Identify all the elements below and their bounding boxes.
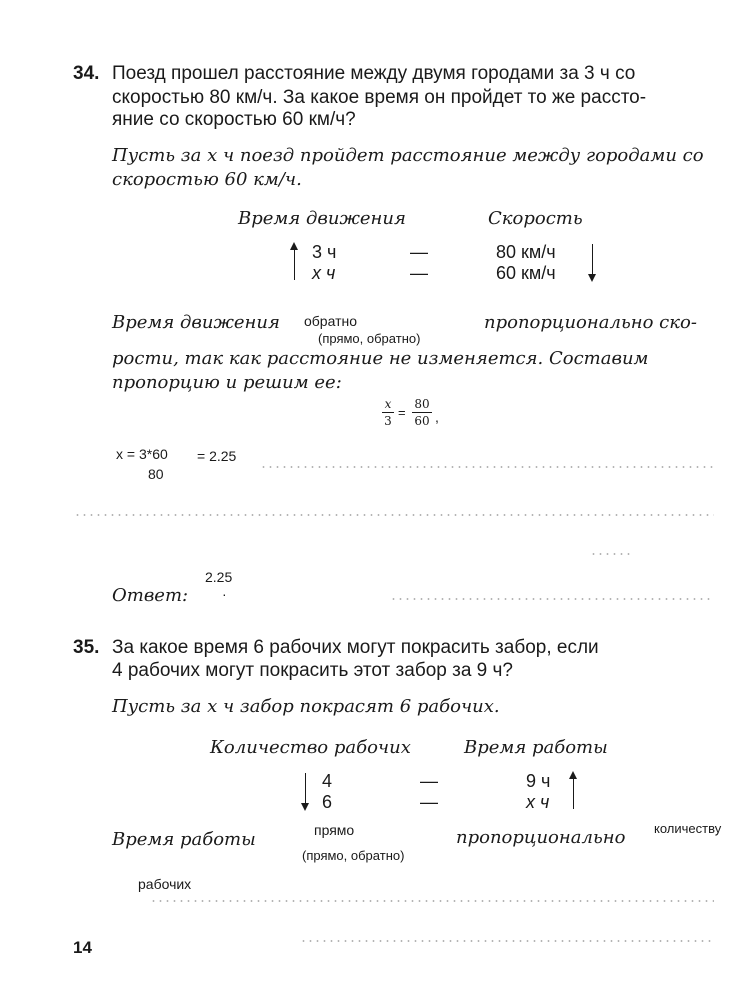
task-34-row-1-left: 3 ч [312, 242, 337, 262]
task-34-let-line-2: скоростью 60 км/ч. [112, 169, 302, 190]
page-number: 14 [73, 938, 92, 957]
proportion-left-fraction [382, 397, 394, 428]
handwritten-result: = 2.25 [197, 448, 237, 464]
task-34-reason-line-1: рости, так как расстояние не изменяется. Составим [112, 348, 649, 369]
task-34-row-1-right: 80 км/ч [496, 242, 556, 262]
task-34-reason-line-2: пропорцию и решим ее: [112, 372, 342, 393]
task-35-number: 35. [73, 637, 100, 658]
proportion-right-fraction [412, 397, 432, 428]
answer-line [390, 598, 714, 600]
task-35-prop-continuation-2: рабочих [138, 876, 192, 892]
task-35-row-2-left: 6 [322, 792, 333, 812]
proportion-comma: , [435, 409, 439, 425]
proportion-right-denominator: 60 [414, 414, 430, 428]
task-34-row-1-dash: — [410, 242, 428, 262]
task-35-prop-continuation: количеству [654, 821, 722, 836]
task-34-prop-label: Время движения [112, 312, 280, 333]
task-35-prop-answer: прямо [314, 822, 355, 838]
task-35-table-header-right: Время работы [464, 737, 608, 758]
arrow-up-icon [294, 244, 295, 280]
task-34-table-header-right: Скорость [488, 208, 583, 229]
answer-label: Ответ: [112, 585, 189, 606]
task-35-row-2-dash: — [420, 792, 438, 812]
writing-line-5 [300, 940, 714, 942]
task-35-row-1-left: 4 [322, 771, 333, 791]
task-34-let-line-1: Пусть за x ч поезд пройдет расстояние между городами со [112, 145, 704, 166]
arrow-up-icon [573, 773, 574, 809]
task-34-number: 34. [73, 63, 100, 84]
task-35-row-1-right: 9 ч [526, 771, 551, 791]
task-34-prop-answer: обратно [304, 313, 357, 329]
task-34-text-line-1: Поезд прошел расстояние между двумя городами за 3 ч со [112, 63, 636, 84]
proportion-right-numerator: 80 [414, 397, 430, 411]
task-35-row-1-dash: — [420, 771, 438, 791]
task-35-prop-hint: (прямо, обратно) [302, 848, 405, 863]
arrow-down-icon [592, 244, 593, 280]
answer-dot: · [222, 586, 227, 602]
writing-line-2 [74, 514, 714, 516]
proportion-equals: = [398, 405, 406, 420]
task-35-table-header-left: Количество рабочих [210, 737, 411, 758]
proportion-left-denominator: 3 [384, 414, 392, 428]
task-35-prop-tail: пропорционально [456, 827, 626, 848]
writing-line-3 [590, 553, 630, 555]
task-34-text-line-2: скоростью 80 км/ч. За какое время он пройдет то же рассто- [112, 87, 647, 108]
task-34-prop-tail: пропорционально ско- [484, 312, 697, 333]
task-34-row-2-left: x ч [312, 263, 336, 283]
writing-line-1 [260, 466, 714, 468]
task-35-text-line-2: 4 рабочих могут покрасить этот забор за 9 ч? [112, 660, 513, 681]
task-35-prop-label: Время работы [112, 829, 256, 850]
task-34-row-2-right: 60 км/ч [496, 263, 556, 283]
task-34-row-2-dash: — [410, 263, 428, 283]
task-35-text-line-1: За какое время 6 рабочих могут покрасить забор, если [112, 637, 599, 658]
handwritten-formula: x = 3*60 [116, 446, 168, 462]
task-34-prop-hint: (прямо, обратно) [318, 331, 421, 346]
task-34-text-line-3: яние со скоростью 60 км/ч? [112, 109, 356, 130]
arrow-down-icon [305, 773, 306, 809]
task-35-row-2-right: x ч [526, 792, 550, 812]
answer-value: 2.25 [205, 569, 233, 585]
writing-line-4 [150, 900, 714, 902]
task-35-let-line: Пусть за x ч забор покрасят 6 рабочих. [112, 696, 500, 717]
task-34-table-header-left: Время движения [238, 208, 406, 229]
handwritten-denominator: 80 [148, 466, 164, 482]
proportion-left-numerator: x [384, 397, 392, 411]
